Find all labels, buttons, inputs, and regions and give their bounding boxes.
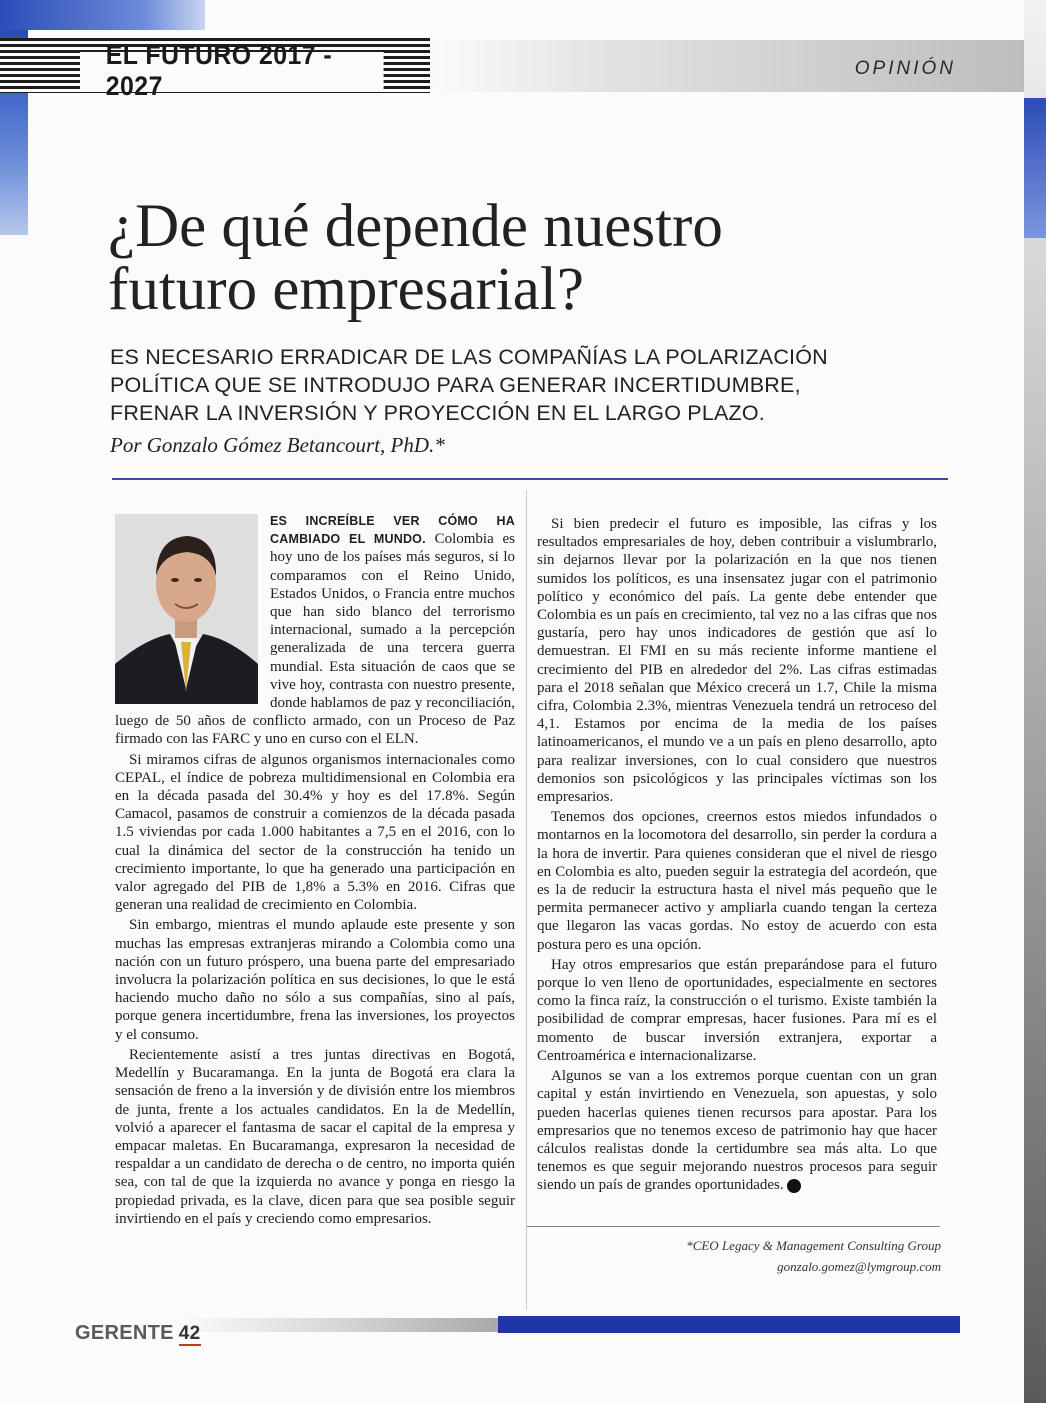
end-mark-icon: G: [787, 1179, 801, 1193]
footer-blue-bar: [498, 1316, 960, 1333]
column-divider: [526, 490, 527, 1310]
magazine-name: GERENTE: [75, 1322, 174, 1344]
byline: Por Gonzalo Gómez Betancourt, PhD.*: [110, 433, 445, 457]
page-edge-accent: [1024, 98, 1046, 238]
article-deck: [110, 343, 930, 427]
deck-line-1: ES NECESARIO ERRADICAR DE LAS COMPAÑÍAS LA POLARIZACIÓN: [110, 345, 828, 369]
paragraph-right-3: Hay otros empresarios que están preparándose para el futuro porque lo ven lleno de oportunidades, especialmente en sectores como la finca raíz, la construcción o el turismo. Existe también la posibilidad de comprar empresas, hacer fusiones. Para mí es el momento de buscar inversión extranjera, exportar a Centroamérica e internacionalizarse.: [537, 956, 937, 1064]
paragraph-right-4: [537, 1067, 937, 1194]
decorative-blue-corner: [0, 0, 28, 235]
deck-line-2: POLÍTICA QUE SE INTRODUJO PARA GENERAR INCERTIDUMBRE,: [110, 373, 801, 397]
paragraph-right-2: Tenemos dos opciones, creernos estos miedos infundados o montarnos en la locomotora del desarrollo, sin perder la cordura a la hora de invertir. Para quienes consideran que el nivel de riesgo en Colombia es alto, pueden seguir la estrategia del acordeón, que es la de reducir la estructura hasta el nivel más pequeño que le permita permanecer activo y ampliarla cuando tengan la certeza que llegaron las vacas gordas. No estoy de acuerdo con esta postura pero es una opción.: [537, 809, 937, 953]
right-column: [537, 515, 937, 1197]
series-title: EL FUTURO 2017 - 2027: [80, 52, 384, 90]
author-credit: [686, 1235, 941, 1277]
decorative-blue-band: [0, 0, 205, 30]
paragraph-left-4: Recientemente asistí a tres juntas directivas en Bogotá, Medellín y Bucaramanga. En la junta de Bogotá era clara la sensación de freno a la inversión y de división entre los miembros de junta, frente a los actuales candidatos. En la de Medellín, volvió a aparecer el fantasma de sacar el capital de la empresa y empacar maletas. En Bucaramanga, expresaron la necesidad de respaldar a un candidato de derecha o de centro, no importa quién sea, con tal de que la izquierda no avance y ponga en riesgo la propiedad privada, es la clave, dicen para que sea posible seguir invirtiendo en el país y creciendo como empresarios.: [115, 1046, 515, 1227]
paragraph-right-1: Si bien predecir el futuro es imposible, las cifras y los resultados empresariales de hoy, deben contribuir a vislumbrarlo, sin dejarnos llevar por la polarización en la que nos tienen sumidos los políticos, es una insensatez jugar con el patrimonio político y económico del país. La gente debe entender que Colombia es un país en crecimiento, tal vez no a las cifras que nos gustaría, pero hay unos indicadores de gestión que así lo demuestran. El FMI en su más reciente informe mantiene el crecimiento del PIB en alrededor del 2%. Las cifras estimadas para el 2018 señalan que México crecerá un 1.7, Chile la misma cifra, Colombia 2.3%, mientras Venezuela tendrá un retroceso del 4,1. Estamos por encima de la media de los países latinoamericanos, el mundo ve a un país en pleno desarrollo, apto para realizar inversiones, con lo cual considero que nuestros demonios son psicológicos y las principales víctimas son los empresarios.: [537, 516, 937, 806]
headline: [108, 195, 908, 321]
footer-folio: [75, 1322, 201, 1345]
lead-in: ES INCREÍBLE VER CÓMO HA CAMBIADO EL MUNDO.: [270, 514, 515, 547]
section-label: OPINIÓN: [854, 58, 956, 79]
paragraph-left-2: Si miramos cifras de algunos organismos internacionales como CEPAL, el índice de pobreza multidimensional en Colombia era en la década pasada del 30.4% y hoy es del 17.8%. Según Camacol, pasamos de construir a comienzos de la década pasada 1.5 viviendas por cada 1.000 habitantes a 7,5 en el 2016, con lo cual la dinámica del sector de la construcción ha tenido un crecimiento importante, lo que ha generado una participación en valor agregado del PIB de 1,8% a 5.3% en 2016. Cifras que generan una realidad de crecimiento en Colombia.: [115, 751, 515, 914]
credit-rule: [527, 1226, 940, 1227]
author-portrait-icon: [115, 514, 258, 704]
paragraph-text: Colombia es hoy uno de los países más seguros, si lo comparamos con el Reino Unido, Estados Unidos, o Francia entre muchos que han sido blanco del terrorismo internacional, sumado a la percepción generalizada de una tercera guerra mundial. Esta situación de caos que se vive hoy, contrasta con nuestro presente, donde hablamos de paz y reconciliación, luego de 50 años de conflicto armado, con un Proceso de Paz firmado con las FARC y uno en curso con el ELN.: [115, 531, 515, 748]
headline-line-1: ¿De qué depende nuestro: [108, 193, 723, 260]
paragraph-left-3: Sin embargo, mientras el mundo aplaude este presente y son muchas las empresas extranjeras mirando a Colombia como una nación con un futuro próspero, una buena parte del empresariado involucra la polarización política en sus decisiones, lo que le está haciendo mucho daño no sólo a sus compañías, sino al país, porque genera incertidumbre, frena las inversiones, los proyectos y el consumo.: [115, 917, 515, 1043]
headline-line-2: futuro empresarial?: [108, 256, 584, 323]
author-photo: [115, 514, 258, 704]
paragraph-text: Algunos se van a los extremos porque cuentan con un gran capital y están invirtiendo en Venezuela, son apuestas, y solo pueden hacerlas quienes tienen recursos para apostar. Para los empresarios que no tenemos exceso de patrimonio hay que hacer cálculos realistas donde la certidumbre sea más alta. Lo que tenemos es que seguir mejorando nuestros procesos para seguir siendo un país de grandes oportunidades.: [537, 1068, 937, 1194]
footer-gray-bar: [178, 1318, 498, 1332]
left-column: [115, 512, 515, 1230]
credit-email: gonzalo.gomez@lymgroup.com: [777, 1259, 941, 1274]
deck-line-3: FRENAR LA INVERSIÓN Y PROYECCIÓN EN EL LARGO PLAZO.: [110, 401, 765, 425]
credit-title: *CEO Legacy & Management Consulting Group: [686, 1238, 941, 1253]
header-rule: [112, 478, 948, 480]
page-number: 42: [178, 1323, 201, 1344]
